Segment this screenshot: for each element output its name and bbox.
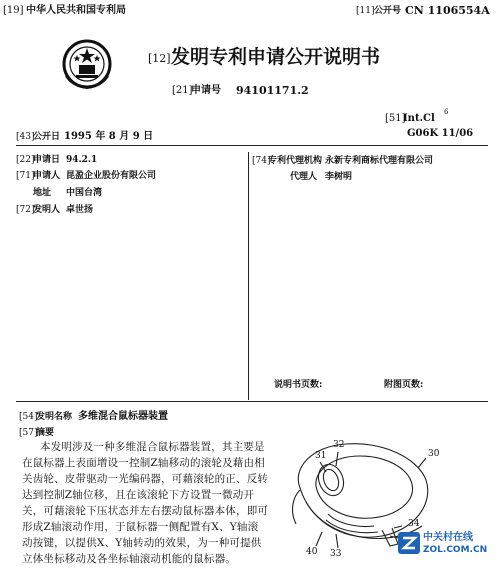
biblio-left-label: 发明人 [33, 205, 61, 215]
figure-label: 33 [330, 549, 342, 559]
classification-code: [51] [385, 113, 406, 124]
abstract-line: 动按键，以提供X、Y轴转动的效果，为一种可提供 [22, 537, 262, 549]
pubtype-label: 公开号 [374, 6, 402, 16]
figure-label: 34 [408, 519, 420, 529]
spec-pages-label: 说明书页数: [274, 380, 323, 390]
invention-title-code: [54] [19, 412, 38, 422]
watermark-site: ZOL.COM.CN [423, 545, 488, 555]
publication-date-value: 1995 年 8 月 9 日 [64, 131, 154, 142]
application-number-code: [21] [172, 85, 193, 96]
figure-label: 40 [306, 547, 318, 557]
abstract-line: 本发明涉及一种多维混合鼠标器装置，其主要是 [40, 441, 265, 453]
watermark-brand: 中关村在线 [423, 532, 473, 543]
biblio-right-value: 李树明 [325, 172, 353, 182]
biblio-left-label: 申请日 [33, 155, 61, 165]
abstract-code: [57] [19, 428, 38, 438]
biblio-left-value: 卓世扬 [66, 205, 94, 215]
publication-number: CN 1106554A [405, 4, 490, 17]
classification-superscript: 6 [444, 108, 449, 116]
center-divider [248, 152, 249, 400]
biblio-right-value: 永新专利商标代理有限公司 [325, 156, 434, 166]
country-code: [19] [3, 5, 24, 16]
abstract-line: 达到控制Z轴位移，且在该滚轮下方设置一微动开 [22, 489, 255, 501]
biblio-left-value: 94.2.1 [66, 155, 98, 165]
abstract-label: 摘要 [36, 428, 55, 438]
doc-title-code: [12] [148, 52, 171, 65]
bottom-rule [16, 401, 488, 402]
figure-label: 30 [428, 449, 440, 459]
publication-date-code: [43] [16, 132, 35, 142]
invention-title-label: 发明名称 [36, 412, 73, 422]
biblio-left-label: 申请人 [33, 171, 61, 181]
country-name: 中华人民共和国专利局 [26, 5, 126, 16]
zol-logo-icon [398, 532, 420, 554]
abstract-line: 关，可藉滚轮下压状态并左右摆动鼠标器本体，即可 [22, 505, 269, 517]
national-emblem-icon [58, 38, 116, 90]
abstract-line: 在鼠标器上表面增设一控制Z轴移动的滚轮及藉由相 [22, 457, 265, 469]
biblio-left-code: [22] [16, 155, 35, 165]
application-number-value: 94101171.2 [236, 84, 309, 97]
figure-label: 31 [315, 451, 327, 461]
biblio-right-code: [74] [252, 156, 271, 166]
figure-label: 32 [333, 440, 345, 450]
abstract-line: 立体坐标移动及各坐标轴滚动机能的鼠标器。 [22, 553, 236, 565]
biblio-left-code: [71] [16, 171, 35, 181]
abstract-line: 形成Z轴滚动作用，于鼠标器一侧配置有X、Y轴滚 [22, 521, 259, 533]
biblio-right-label: 代理人 [290, 172, 318, 182]
invention-title-value: 多维混合鼠标器装置 [78, 411, 168, 422]
pubtype-code: [11] [356, 6, 375, 16]
application-number-label: 申请号 [191, 85, 221, 96]
biblio-left-label: 地址 [33, 188, 52, 198]
classification-value: G06K 11/06 [407, 128, 474, 139]
biblio-right-label: 专利代理机构 [268, 156, 323, 166]
top-rule [16, 145, 488, 146]
drawing-pages-label: 附图页数: [384, 380, 424, 390]
biblio-left-value: 昆盈企业股份有限公司 [66, 171, 157, 181]
biblio-left-value: 中国台湾 [66, 188, 103, 198]
biblio-left-code: [72] [16, 205, 35, 215]
publication-date-label: 公开日 [33, 132, 61, 142]
document-title: 发明专利申请公开说明书 [171, 46, 381, 68]
classification-label: Int.Cl [403, 113, 435, 124]
abstract-line: 关齿轮、皮带驱动一光编码器，可藉滚轮的正、反转 [22, 473, 269, 485]
